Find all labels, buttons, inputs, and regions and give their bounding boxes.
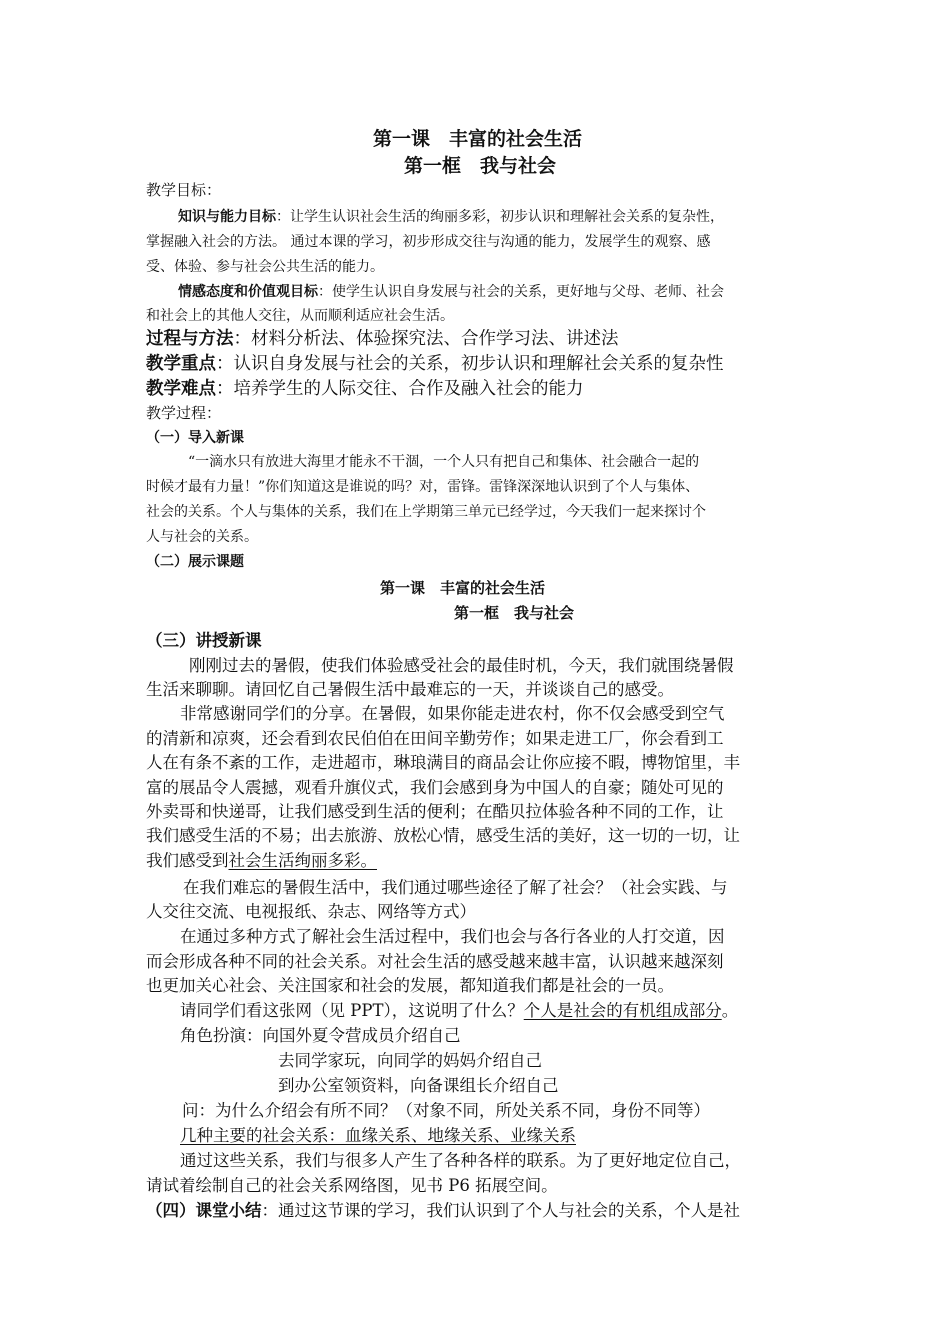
knowledge-goal-label: 知识与能力目标: [178, 209, 276, 225]
process-methods-text: ：材料分析法、体验探究法、合作学习法、讲述法: [233, 329, 619, 349]
role-play-line-1: 角色扮演：向国外夏令营成员介绍自己: [180, 1026, 461, 1045]
process-methods: [146, 325, 619, 350]
process-methods-label: 过程与方法: [146, 329, 234, 349]
knowledge-goal-line-3: 受、体验、参与社会公共生活的能力。: [146, 259, 384, 275]
section-4-heading: （四）课堂小结: [146, 1201, 262, 1220]
goals-heading: 教学目标：: [146, 181, 222, 199]
section-1-line-4: 人与社会的关系。: [146, 529, 258, 545]
section-3-p2-line-7-text: 我们感受到: [146, 851, 229, 870]
section-3-p4-line-1: 在通过多种方式了解社会生活过程中，我们也会与各行各业的人打交道，因: [180, 927, 725, 946]
social-relations-types: 几种主要的社会关系：血缘关系、地缘关系、业缘关系: [180, 1126, 576, 1145]
section-2-title-1: 第一课 丰富的社会生活: [380, 579, 546, 597]
teaching-focus-text: ：认识自身发展与社会的关系，初步认识和理解社会关系的复杂性: [216, 354, 724, 374]
section-1-line-3: 社会的关系。个人与集体的关系，我们在上学期第三单元已经学过，今天我们一起来探讨个: [146, 504, 706, 520]
section-1-line-2: 时候才最有力量！”你们知道这是谁说的吗？对，雷锋。雷锋深深地认识到了个人与集体、: [146, 479, 700, 495]
section-3-p3-line-2: 人交往交流、电视报纸、杂志、网络等方式）: [146, 902, 476, 921]
knowledge-goal-text: ：让学生认识社会生活的绚丽多彩，初步认识和理解社会关系的复杂性，: [276, 209, 724, 225]
section-3-p2-line-6: 我们感受生活的不易；出去旅游、放松心情，感受生活的美好，这一切的一切，让: [146, 826, 740, 845]
section-3-p5-text: 请同学们看这张网（见 PPT），这说明了什么？: [180, 1001, 524, 1020]
knowledge-goal-line-2: 掌握融入社会的方法。 通过本课的学习，初步形成交往与沟通的能力，发展学生的观察、感: [146, 234, 711, 250]
role-play-line-3: 到办公室领资料，向备课组长介绍自己: [278, 1076, 559, 1095]
section-3-p6-line-1: 通过这些关系，我们与很多人产生了各种各样的联系。为了更好地定位自己，: [180, 1151, 741, 1170]
emotion-goal-text: ：使学生认识自身发展与社会的关系，更好地与父母、老师、社会: [318, 284, 724, 300]
role-play-line-2: 去同学家玩，向同学的妈妈介绍自己: [278, 1051, 542, 1070]
section-3-p6-line-2: 请试着绘制自己的社会关系网络图，见书 P6 拓展空间。: [146, 1176, 558, 1195]
knowledge-goal-line-1: [178, 206, 724, 226]
emotion-goal-line-2: 和社会上的其他人交往，从而顺利适应社会生活。: [146, 308, 454, 324]
lesson-subtitle: 第一框 我与社会: [404, 155, 557, 177]
section-3-p4-line-2: 而会形成各种不同的社会关系。对社会生活的感受越来越丰富，认识越来越深刻: [146, 952, 724, 971]
section-3-p2-line-3: 人在有条不紊的工作，走进超市，琳琅满目的商品会让你应接不暇，博物馆里，丰: [146, 753, 740, 772]
section-3-p2-line-1: 非常感谢同学们的分享。在暑假，如果你能走进农村，你不仅会感受到空气: [180, 704, 725, 723]
procedure-heading: 教学过程：: [146, 404, 222, 422]
section-4-text: ：通过这节课的学习，我们认识到了个人与社会的关系，个人是社: [261, 1201, 740, 1220]
section-3-p1-line-1: 刚刚过去的暑假，使我们体验感受社会的最佳时机，今天，我们就围绕暑假: [189, 656, 734, 675]
underlined-conclusion: 社会生活绚丽多彩。: [228, 851, 377, 870]
section-3-p3-line-1: 在我们难忘的暑假生活中，我们通过哪些途径了解了社会？（社会实践、与: [183, 878, 728, 897]
teaching-focus-label: 教学重点: [146, 354, 216, 374]
section-3-p4-line-3: 也更加关心社会、关注国家和社会的发展，都知道我们都是社会的一员。: [146, 976, 674, 995]
section-2-heading: （二）展示课题: [146, 554, 244, 570]
section-3-p2-line-2: 的清新和凉爽，还会看到农民伯伯在田间辛勤劳作；如果走进工厂，你会看到工: [146, 729, 724, 748]
section-4-summary: [146, 1197, 740, 1221]
section-3-p5: [180, 997, 738, 1021]
underlined-answer: 个人是社会的有机组成部分: [523, 1001, 722, 1020]
teaching-difficulty: [146, 375, 584, 400]
teaching-difficulty-text: ：培养学生的人际交往、合作及融入社会的能力: [216, 379, 584, 399]
section-3-p5-end: 。: [721, 1001, 739, 1020]
role-play-question: 问：为什么介绍会有所不同？（对象不同，所处关系不同，身份不同等）: [182, 1101, 710, 1120]
lesson-title: 第一课 丰富的社会生活: [373, 128, 583, 150]
teaching-focus: [146, 350, 724, 375]
section-2-title-2: 第一框 我与社会: [454, 604, 575, 622]
section-3-p2-line-7: [146, 847, 377, 871]
section-3-p1-line-2: 生活来聊聊。请回忆自己暑假生活中最难忘的一天，并谈谈自己的感受。: [146, 680, 674, 699]
emotion-goal-label: 情感态度和价值观目标: [178, 284, 318, 300]
section-3-p2-line-4: 富的展品令人震撼，观看升旗仪式，我们会感到身为中国人的自豪；随处可见的: [146, 778, 724, 797]
section-3-p2-line-5: 外卖哥和快递哥，让我们感受到生活的便利；在酷贝拉体验各种不同的工作，让: [146, 802, 724, 821]
section-1-heading: （一）导入新课: [146, 430, 244, 446]
section-3-heading: （三）讲授新课: [146, 631, 262, 650]
section-1-line-1: “一滴水只有放进大海里才能永不干涸，一个人只有把自己和集体、社会融合一起的: [188, 454, 700, 470]
teaching-difficulty-label: 教学难点: [146, 379, 216, 399]
emotion-goal-line-1: [178, 281, 724, 301]
